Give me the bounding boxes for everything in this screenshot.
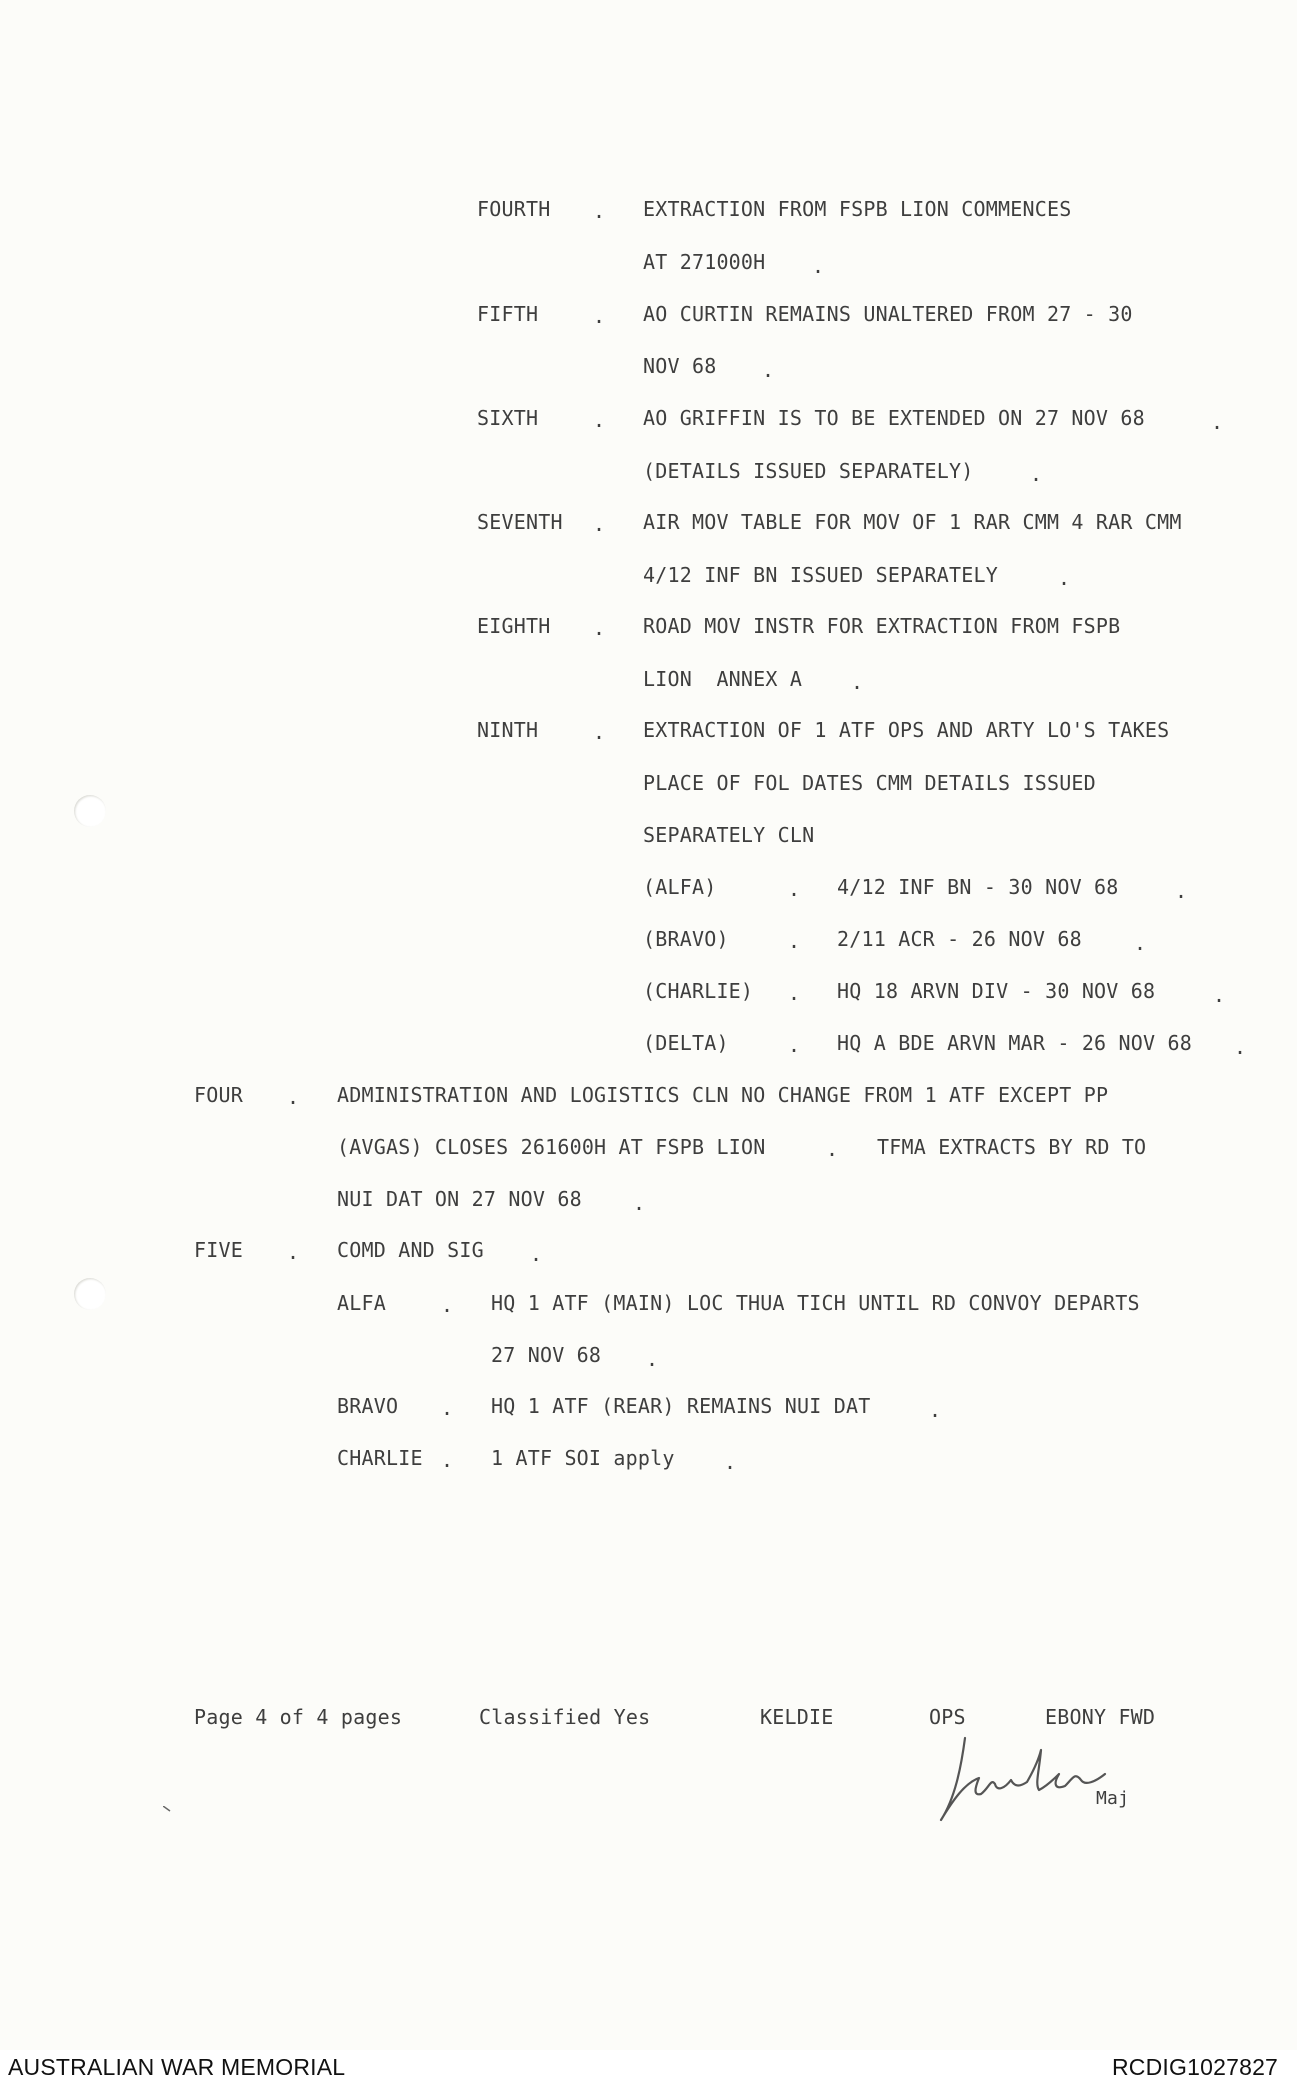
section-text: COMD AND SIG <box>337 1238 484 1262</box>
para-text: (DETAILS ISSUED SEPARATELY) <box>643 459 974 483</box>
full-stop: . <box>826 1137 839 1161</box>
para-text: PLACE OF FOL DATES CMM DETAILS ISSUED <box>643 771 1096 795</box>
section-text: TFMA EXTRACTS BY RD TO <box>877 1135 1147 1159</box>
para-label: FOURTH <box>477 197 551 221</box>
sub-label: BRAVO <box>337 1394 399 1418</box>
bullet-dot: . <box>287 1240 300 1264</box>
sub-text: 1 ATF SOI apply <box>491 1446 675 1470</box>
para-text: NOV 68 <box>643 354 717 378</box>
punch-hole <box>74 795 106 827</box>
para-text: AIR MOV TABLE FOR MOV OF 1 RAR CMM 4 RAR CMM <box>643 510 1182 534</box>
para-text: EXTRACTION OF 1 ATF OPS AND ARTY LO'S TAKES <box>643 718 1170 742</box>
bullet-dot: . <box>788 981 801 1005</box>
full-stop: . <box>1175 879 1188 903</box>
sub-item-text: 2/11 ACR - 26 NOV 68 <box>837 927 1082 951</box>
full-stop: . <box>812 254 825 278</box>
full-stop: . <box>762 358 775 382</box>
originator-name: KELDIE <box>760 1705 834 1729</box>
sub-label: CHARLIE <box>337 1446 423 1470</box>
full-stop: . <box>1134 931 1147 955</box>
full-stop: . <box>929 1398 942 1422</box>
bullet-dot: . <box>788 877 801 901</box>
section-text: ADMINISTRATION AND LOGISTICS CLN NO CHANGE FROM 1 ATF EXCEPT PP <box>337 1083 1109 1107</box>
full-stop: . <box>1213 983 1226 1007</box>
bullet-dot: . <box>287 1085 300 1109</box>
para-text: SEPARATELY CLN <box>643 823 815 847</box>
full-stop: . <box>646 1347 659 1371</box>
sub-label: ALFA <box>337 1291 386 1315</box>
sub-item-text: 4/12 INF BN - 30 NOV 68 <box>837 875 1119 899</box>
bullet-dot: . <box>441 1293 454 1317</box>
page-number: Page 4 of 4 pages <box>194 1705 403 1729</box>
sub-item-text: HQ A BDE ARVN MAR - 26 NOV 68 <box>837 1031 1192 1055</box>
bullet-dot: . <box>593 720 606 744</box>
section-label: FIVE <box>194 1238 243 1262</box>
bullet-dot: . <box>593 199 606 223</box>
classification: Classified Yes <box>479 1705 651 1729</box>
full-stop: . <box>633 1191 646 1215</box>
full-stop: . <box>530 1242 543 1266</box>
para-label: FIFTH <box>477 302 539 326</box>
sub-item-key: (CHARLIE) <box>643 979 754 1003</box>
bullet-dot: . <box>788 1033 801 1057</box>
sub-text: HQ 1 ATF (REAR) REMAINS NUI DAT <box>491 1394 871 1418</box>
section-text: NUI DAT ON 27 NOV 68 <box>337 1187 582 1211</box>
signatory-rank: Maj <box>1096 1788 1130 1809</box>
full-stop: . <box>1234 1035 1247 1059</box>
bullet-dot: . <box>593 304 606 328</box>
full-stop: . <box>1030 462 1043 486</box>
bullet-dot: . <box>593 616 606 640</box>
stray-mark <box>163 1806 171 1812</box>
bullet-dot: . <box>441 1448 454 1472</box>
para-text: EXTRACTION FROM FSPB LION COMMENCES <box>643 197 1072 221</box>
originator-address: EBONY FWD <box>1045 1705 1156 1729</box>
punch-hole <box>74 1278 106 1310</box>
full-stop: . <box>1058 566 1071 590</box>
para-text: LION ANNEX A <box>643 667 803 691</box>
full-stop: . <box>724 1450 737 1474</box>
para-text: AO CURTIN REMAINS UNALTERED FROM 27 - 30 <box>643 302 1133 326</box>
para-label: EIGHTH <box>477 614 551 638</box>
sub-item-key: (ALFA) <box>643 875 717 899</box>
bullet-dot: . <box>788 929 801 953</box>
bullet-dot: . <box>441 1396 454 1420</box>
para-text: 4/12 INF BN ISSUED SEPARATELY <box>643 563 998 587</box>
para-text: AT 271000H <box>643 250 766 274</box>
originator-dept: OPS <box>929 1705 966 1729</box>
section-label: FOUR <box>194 1083 243 1107</box>
para-text: AO GRIFFIN IS TO BE EXTENDED ON 27 NOV 68 <box>643 406 1145 430</box>
para-label: SIXTH <box>477 406 539 430</box>
sub-item-key: (DELTA) <box>643 1031 729 1055</box>
archive-name: AUSTRALIAN WAR MEMORIAL <box>8 2054 346 2080</box>
full-stop: . <box>1211 410 1224 434</box>
signature <box>935 1728 1175 1828</box>
archive-id: RCDIG1027827 <box>1112 2054 1279 2080</box>
para-label: NINTH <box>477 718 539 742</box>
sub-item-key: (BRAVO) <box>643 927 729 951</box>
sub-text: HQ 1 ATF (MAIN) LOC THUA TICH UNTIL RD CONVOY DEPARTS <box>491 1291 1140 1315</box>
bullet-dot: . <box>593 512 606 536</box>
bullet-dot: . <box>593 408 606 432</box>
para-text: ROAD MOV INSTR FOR EXTRACTION FROM FSPB <box>643 614 1121 638</box>
sub-item-text: HQ 18 ARVN DIV - 30 NOV 68 <box>837 979 1156 1003</box>
para-label: SEVENTH <box>477 510 563 534</box>
full-stop: . <box>851 670 864 694</box>
sub-text: 27 NOV 68 <box>491 1343 602 1367</box>
section-text: (AVGAS) CLOSES 261600H AT FSPB LION <box>337 1135 766 1159</box>
